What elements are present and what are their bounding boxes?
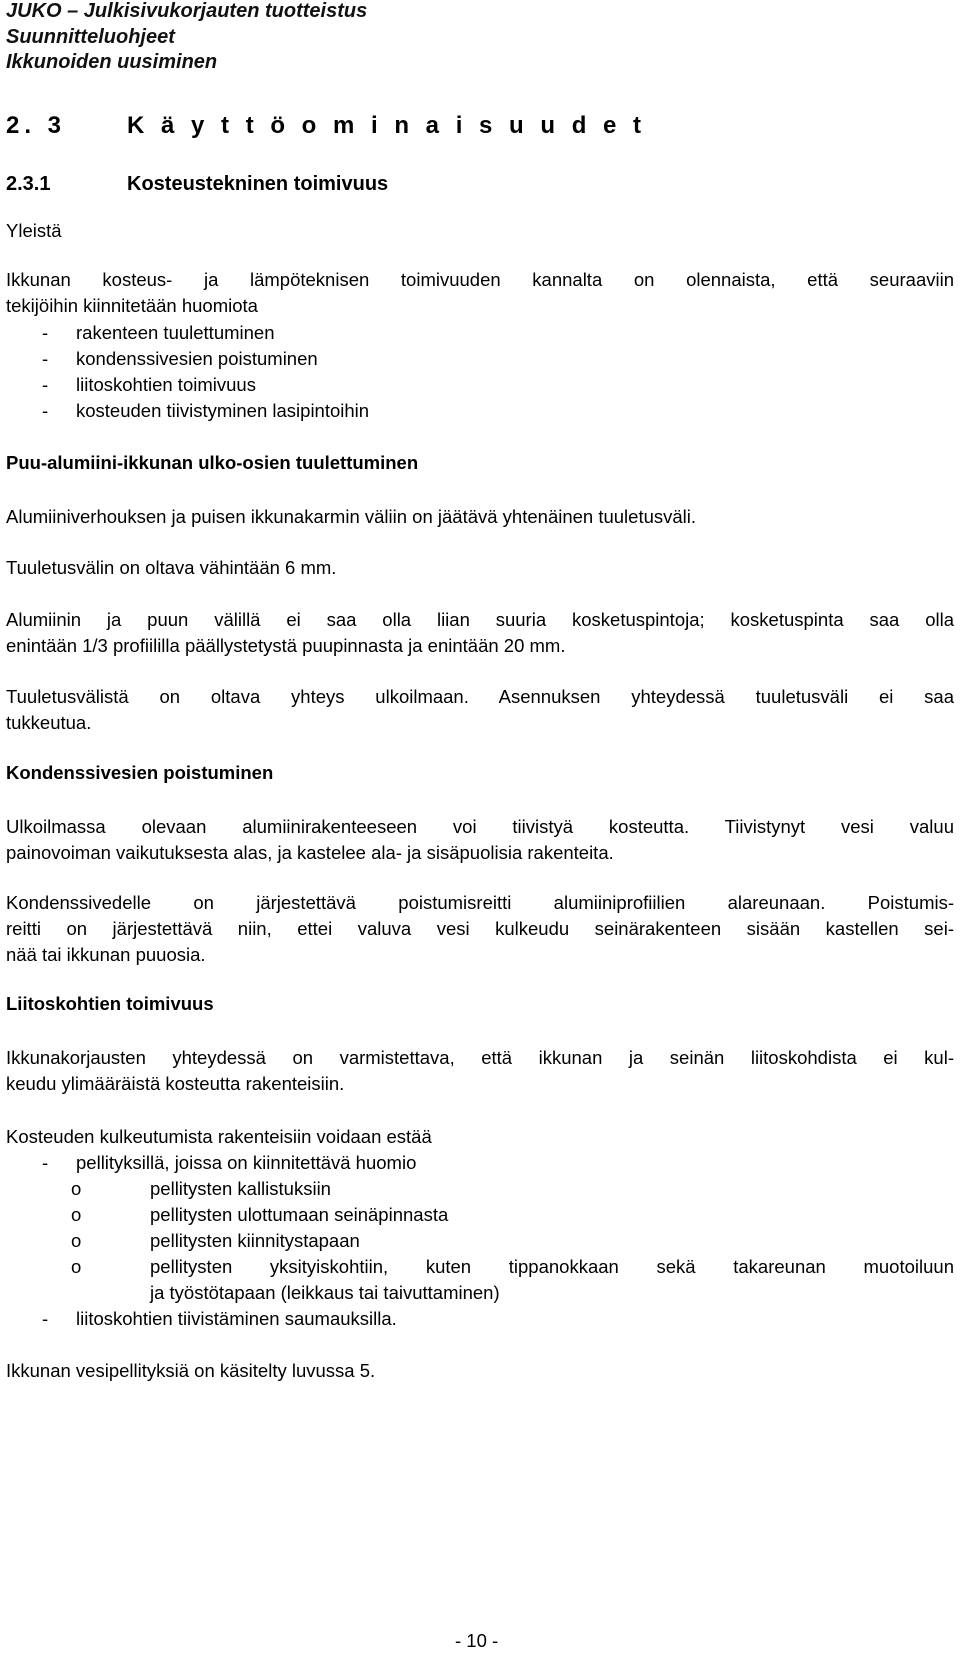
ventilation-paragraph-4-line1: Tuuletusvälistä on oltava yhteys ulkoilmaan. Asennuksen yhteydessä tuuletusväli ei saa xyxy=(6,686,954,707)
joints-paragraph-1-line1: Ikkunakorjausten yhteydessä on varmistettava, että ikkunan ja seinän liitoskohdista ei kul- xyxy=(6,1047,954,1068)
ventilation-paragraph-4-line2: tukkeutua. xyxy=(6,712,92,733)
running-header-topic: Ikkunoiden uusiminen xyxy=(6,51,218,73)
sub-list-item xyxy=(71,1202,449,1228)
list-item-text: pellityksillä, joissa on kiinnitettävä huomio xyxy=(76,1152,417,1173)
sub-list-item xyxy=(71,1228,360,1254)
sub-list-item-text: pellitysten kiinnitystapaan xyxy=(150,1230,360,1251)
dash-marker: - xyxy=(42,1152,49,1173)
page-number: - 10 - xyxy=(455,1630,499,1651)
list-item xyxy=(42,346,318,372)
ventilation-paragraph-3-line1: Alumiinin ja puun välillä ei saa olla liian suuria kosketuspintoja; kosketuspinta saa olla xyxy=(6,609,954,630)
condensation-paragraph-2-line1: Kondenssivedelle on järjestettävä poistumisreitti alumiiniprofiilien alareunaan. Poistumis- xyxy=(6,892,954,913)
circle-bullet-marker: o xyxy=(71,1204,82,1225)
sub-list-item xyxy=(71,1176,331,1202)
sub-list-item xyxy=(71,1254,954,1280)
dash-marker: - xyxy=(42,322,49,343)
list-item-text: kosteuden tiivistyminen lasipintoihin xyxy=(76,400,370,421)
list-item-text: liitoskohtien tiivistäminen saumauksilla. xyxy=(76,1308,397,1329)
circle-bullet-marker: o xyxy=(71,1178,82,1199)
running-header-subtitle: Suunnitteluohjeet xyxy=(6,26,175,48)
ventilation-paragraph-3-line2: enintään 1/3 profiililla päällystetystä puupinnasta ja enintään 20 mm. xyxy=(6,635,566,656)
general-intro-line1: Ikkunan kosteus- ja lämpöteknisen toimivuuden kannalta on olennaista, että seuraaviin xyxy=(6,269,954,290)
sub-list-item-text: pellitysten yksityiskohtiin, kuten tippanokkaan sekä takareunan muotoiluun xyxy=(150,1256,954,1277)
section-number: 2. 3 xyxy=(6,112,67,139)
section-title: K ä y t t ö o m i n a i s u u d e t xyxy=(127,112,647,139)
ventilation-heading: Puu-alumiini-ikkunan ulko-osien tuulettuminen xyxy=(6,452,419,473)
list-item xyxy=(42,398,370,424)
subsection-number: 2.3.1 xyxy=(6,173,51,195)
list-item-text: kondenssivesien poistuminen xyxy=(76,348,318,369)
running-header-title: JUKO – Julkisivukorjauten tuotteistus xyxy=(6,0,368,22)
condensation-paragraph-1-line1: Ulkoilmassa olevaan alumiinirakenteeseen voi tiivistyä kosteutta. Tiivistynyt vesi valuu xyxy=(6,816,954,837)
subsection-title: Kosteustekninen toimivuus xyxy=(127,173,389,195)
sub-list-item-continuation: ja työstötapaan (leikkaus tai taivuttaminen) xyxy=(150,1282,500,1303)
joints-heading: Liitoskohtien toimivuus xyxy=(6,993,214,1014)
ventilation-paragraph-2: Tuuletusvälin on oltava vähintään 6 mm. xyxy=(6,557,337,578)
condensation-paragraph-2-line3: nää tai ikkunan puuosia. xyxy=(6,944,206,965)
circle-bullet-marker: o xyxy=(71,1256,82,1277)
general-intro-line2: tekijöihin kiinnitetään huomiota xyxy=(6,295,258,316)
list-item xyxy=(42,1306,397,1332)
list-item-text: rakenteen tuulettuminen xyxy=(76,322,275,343)
joints-paragraph-1-line2: keudu ylimääräistä kosteutta rakenteisiin. xyxy=(6,1073,345,1094)
condensation-paragraph-2-line2: reitti on järjestettävä niin, ettei valuva vesi kulkeudu seinärakenteen sisään kastellen sei- xyxy=(6,918,954,939)
joints-paragraph-3: Ikkunan vesipellityksiä on käsitelty luvussa 5. xyxy=(6,1360,376,1381)
list-item xyxy=(42,372,256,398)
condensation-heading: Kondenssivesien poistuminen xyxy=(6,762,274,783)
condensation-paragraph-1-line2: painovoiman vaikutuksesta alas, ja kastelee ala- ja sisäpuolisia rakenteita. xyxy=(6,842,614,863)
general-heading: Yleistä xyxy=(6,220,62,241)
list-item xyxy=(42,1150,417,1176)
joints-paragraph-2: Kosteuden kulkeutumista rakenteisiin voidaan estää xyxy=(6,1126,432,1147)
circle-bullet-marker: o xyxy=(71,1230,82,1251)
dash-marker: - xyxy=(42,374,49,395)
dash-marker: - xyxy=(42,348,49,369)
sub-list-item-text: pellitysten ulottumaan seinäpinnasta xyxy=(150,1204,449,1225)
ventilation-paragraph-1: Alumiiniverhouksen ja puisen ikkunakarmin väliin on jäätävä yhtenäinen tuuletusväli. xyxy=(6,506,697,527)
dash-marker: - xyxy=(42,400,49,421)
dash-marker: - xyxy=(42,1308,49,1329)
sub-list-item-text: pellitysten kallistuksiin xyxy=(150,1178,331,1199)
list-item xyxy=(42,320,275,346)
list-item-text: liitoskohtien toimivuus xyxy=(76,374,256,395)
